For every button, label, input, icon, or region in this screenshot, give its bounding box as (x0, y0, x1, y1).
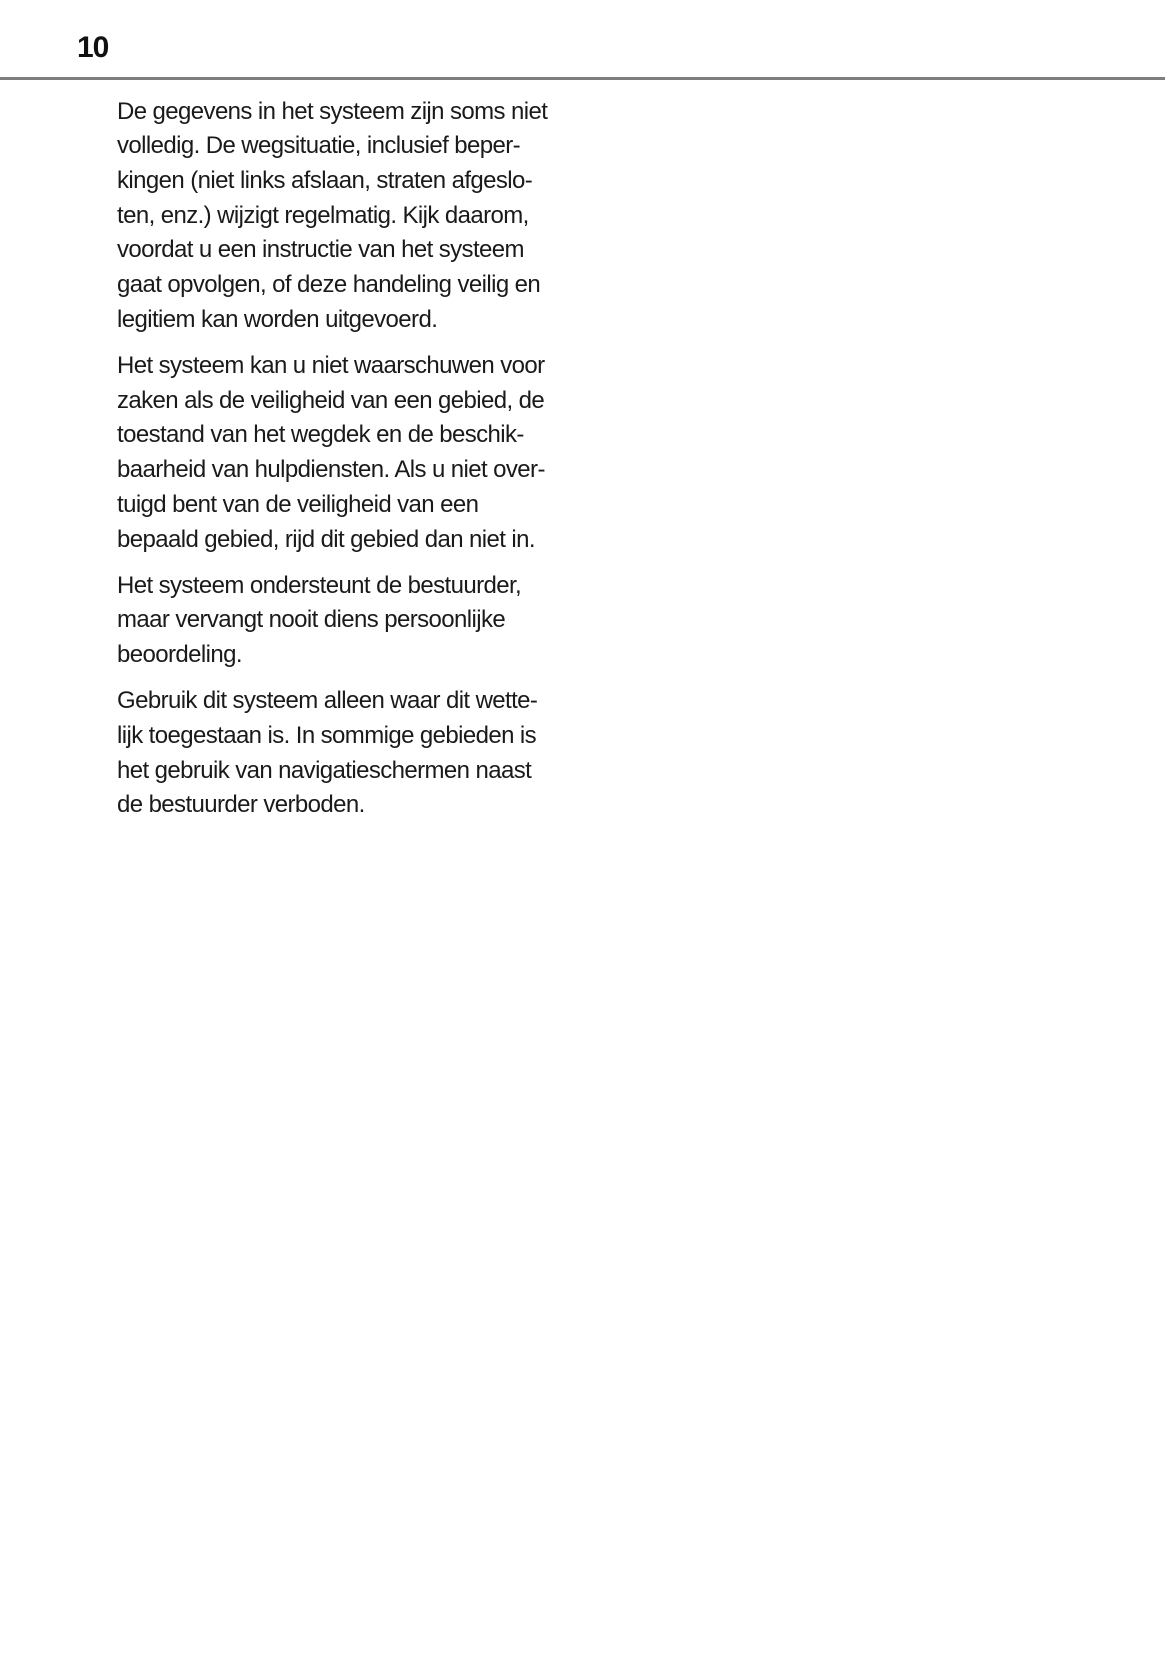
body-text (117, 95, 577, 835)
text-line: De gegevens in het systeem zijn soms niet (117, 97, 548, 125)
text-line: lijk toegestaan is. In sommige gebieden is (117, 722, 537, 750)
text-line: kingen (niet links afslaan, straten afgeslo- (117, 167, 533, 194)
text-line: het gebruik van navigatieschermen naast (117, 756, 532, 784)
text-line: tuigd bent van de veiligheid van een (117, 490, 479, 518)
text-line: baarheid van hulpdiensten. Als u niet over- (117, 456, 545, 484)
text-line: Het systeem kan u niet waarschuwen voor (117, 352, 545, 380)
text-line: Het systeem ondersteunt de bestuurder, (117, 571, 522, 599)
text-line: zaken als de veiligheid van een gebied, de (117, 386, 545, 414)
header-divider (0, 77, 1165, 80)
paragraph-3 (117, 569, 577, 673)
text-line: toestand van het wegdek en de beschik- (117, 421, 524, 449)
text-line: Gebruik dit systeem alleen waar dit wette- (117, 687, 538, 715)
paragraph-2 (117, 349, 577, 557)
text-line: beoordeling. (117, 641, 242, 669)
text-line: maar vervangt nooit diens persoonlijke (117, 606, 506, 634)
text-line: bepaald gebied, rijd dit gebied dan niet in. (117, 525, 535, 553)
text-line: gaat opvolgen, of deze handeling veilig en (117, 271, 541, 299)
text-line: legitiem kan worden uitgevoerd. (117, 305, 438, 333)
paragraph-1 (117, 95, 577, 338)
text-line: voordat u een instructie van het systeem (117, 236, 524, 264)
page-number: 10 (77, 31, 109, 64)
text-line: de bestuurder verboden. (117, 791, 365, 819)
paragraph-4 (117, 684, 577, 823)
text-line: volledig. De wegsituatie, inclusief beper- (117, 132, 521, 160)
text-line: ten, enz.) wijzigt regelmatig. Kijk daarom, (117, 201, 529, 229)
